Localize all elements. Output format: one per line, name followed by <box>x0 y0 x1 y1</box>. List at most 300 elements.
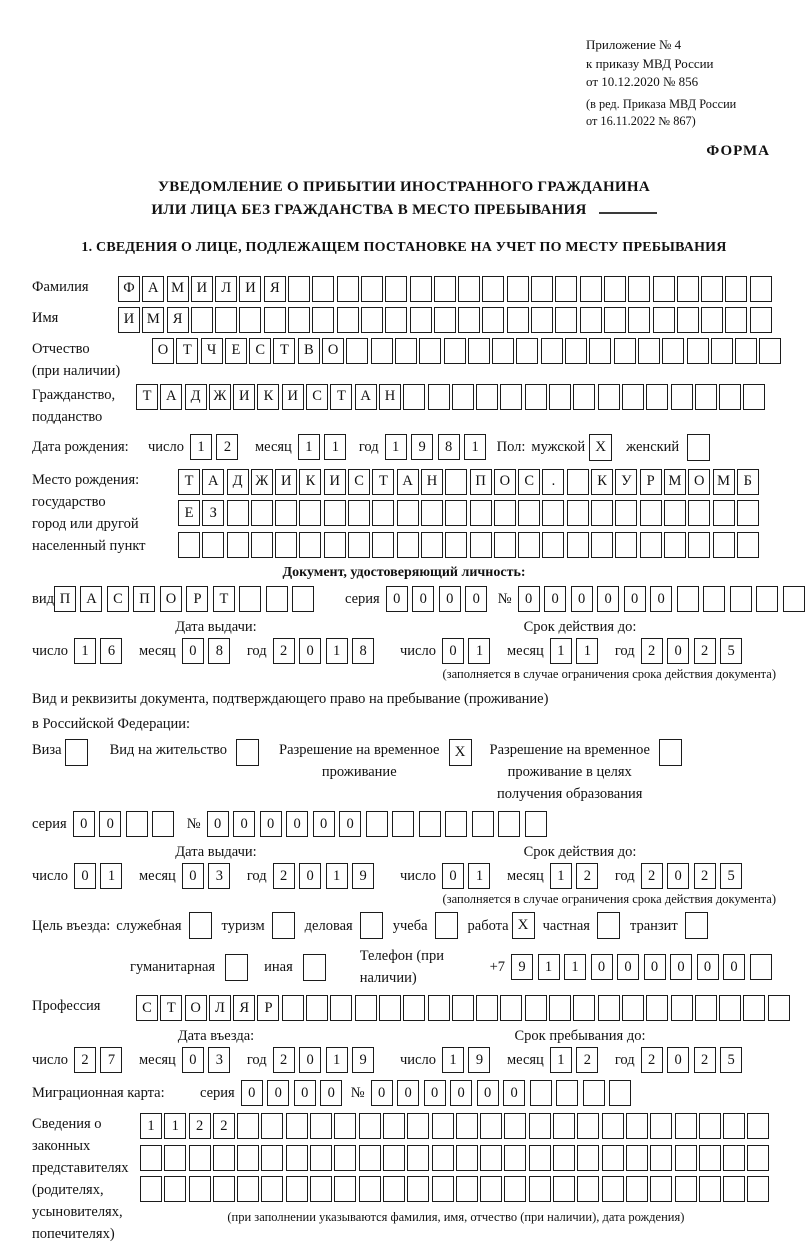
char-cell[interactable]: 0 <box>182 863 204 889</box>
char-cell[interactable] <box>768 995 790 1021</box>
char-cell[interactable] <box>638 338 660 364</box>
char-cell[interactable] <box>445 532 467 558</box>
char-cell[interactable]: Р <box>257 995 279 1021</box>
char-cell[interactable] <box>598 384 620 410</box>
char-cell[interactable] <box>264 307 286 333</box>
char-cell[interactable]: 9 <box>352 863 374 889</box>
char-cell[interactable] <box>227 532 249 558</box>
char-cell[interactable]: 0 <box>667 863 689 889</box>
char-cell[interactable] <box>366 811 388 837</box>
purpose-humanitarian-checkbox[interactable] <box>225 954 248 981</box>
char-cell[interactable]: Т <box>160 995 182 1021</box>
char-cell[interactable] <box>671 995 693 1021</box>
char-cell[interactable] <box>591 500 613 526</box>
char-cell[interactable] <box>140 1176 162 1202</box>
char-cell[interactable] <box>337 307 359 333</box>
char-cell[interactable]: 0 <box>697 954 719 980</box>
char-cell[interactable] <box>392 811 414 837</box>
char-cell[interactable] <box>723 1145 745 1171</box>
char-cell[interactable]: А <box>160 384 182 410</box>
char-cell[interactable] <box>480 1113 502 1139</box>
char-cell[interactable]: 1 <box>538 954 560 980</box>
char-cell[interactable]: 0 <box>294 1080 316 1106</box>
char-cell[interactable] <box>419 811 441 837</box>
char-cell[interactable] <box>334 1113 356 1139</box>
purpose-official-checkbox[interactable] <box>189 912 212 939</box>
char-cell[interactable] <box>750 276 772 302</box>
char-cell[interactable]: 9 <box>411 434 433 460</box>
char-cell[interactable] <box>299 532 321 558</box>
char-cell[interactable]: Т <box>178 469 200 495</box>
char-cell[interactable]: 0 <box>667 638 689 664</box>
char-cell[interactable]: 9 <box>511 954 533 980</box>
char-cell[interactable]: 0 <box>371 1080 393 1106</box>
char-cell[interactable]: Р <box>640 469 662 495</box>
char-cell[interactable]: А <box>397 469 419 495</box>
char-cell[interactable] <box>735 338 757 364</box>
char-cell[interactable] <box>359 1176 381 1202</box>
char-cell[interactable]: А <box>142 276 164 302</box>
gender-female-checkbox[interactable] <box>687 434 710 461</box>
char-cell[interactable] <box>492 338 514 364</box>
char-cell[interactable] <box>573 995 595 1021</box>
char-cell[interactable]: 2 <box>213 1113 235 1139</box>
char-cell[interactable]: 0 <box>439 586 461 612</box>
char-cell[interactable] <box>518 500 540 526</box>
char-cell[interactable] <box>529 1145 551 1171</box>
char-cell[interactable] <box>650 1176 672 1202</box>
purpose-work-checkbox[interactable]: X <box>512 912 535 939</box>
char-cell[interactable] <box>602 1113 624 1139</box>
char-cell[interactable] <box>500 384 522 410</box>
char-cell[interactable]: 0 <box>182 1047 204 1073</box>
char-cell[interactable] <box>615 532 637 558</box>
char-cell[interactable] <box>542 532 564 558</box>
char-cell[interactable]: В <box>298 338 320 364</box>
char-cell[interactable]: 0 <box>617 954 639 980</box>
purpose-transit-checkbox[interactable] <box>685 912 708 939</box>
char-cell[interactable] <box>723 1176 745 1202</box>
char-cell[interactable] <box>675 1176 697 1202</box>
char-cell[interactable] <box>324 532 346 558</box>
char-cell[interactable] <box>577 1113 599 1139</box>
char-cell[interactable]: 1 <box>100 863 122 889</box>
char-cell[interactable]: Д <box>185 384 207 410</box>
char-cell[interactable] <box>403 995 425 1021</box>
char-cell[interactable] <box>737 532 759 558</box>
char-cell[interactable]: 1 <box>564 954 586 980</box>
char-cell[interactable] <box>583 1080 605 1106</box>
char-cell[interactable]: Т <box>136 384 158 410</box>
char-cell[interactable]: 0 <box>650 586 672 612</box>
char-cell[interactable]: 0 <box>99 811 121 837</box>
char-cell[interactable] <box>452 995 474 1021</box>
char-cell[interactable]: 0 <box>571 586 593 612</box>
char-cell[interactable] <box>213 1176 235 1202</box>
char-cell[interactable] <box>677 307 699 333</box>
char-cell[interactable] <box>306 995 328 1021</box>
char-cell[interactable]: 0 <box>397 1080 419 1106</box>
char-cell[interactable] <box>626 1145 648 1171</box>
char-cell[interactable]: 8 <box>352 638 374 664</box>
char-cell[interactable] <box>701 276 723 302</box>
char-cell[interactable] <box>750 307 772 333</box>
char-cell[interactable] <box>626 1113 648 1139</box>
char-cell[interactable] <box>699 1176 721 1202</box>
char-cell[interactable] <box>529 1176 551 1202</box>
char-cell[interactable] <box>646 995 668 1021</box>
char-cell[interactable]: 1 <box>190 434 212 460</box>
char-cell[interactable] <box>725 307 747 333</box>
char-cell[interactable] <box>337 276 359 302</box>
char-cell[interactable] <box>432 1145 454 1171</box>
char-cell[interactable] <box>456 1145 478 1171</box>
char-cell[interactable] <box>628 276 650 302</box>
char-cell[interactable] <box>565 338 587 364</box>
char-cell[interactable]: З <box>202 500 224 526</box>
char-cell[interactable] <box>500 995 522 1021</box>
char-cell[interactable] <box>783 586 805 612</box>
char-cell[interactable] <box>626 1176 648 1202</box>
char-cell[interactable]: А <box>202 469 224 495</box>
char-cell[interactable]: Н <box>421 469 443 495</box>
char-cell[interactable] <box>458 276 480 302</box>
char-cell[interactable]: 2 <box>74 1047 96 1073</box>
char-cell[interactable] <box>553 1113 575 1139</box>
char-cell[interactable] <box>434 307 456 333</box>
char-cell[interactable] <box>476 995 498 1021</box>
char-cell[interactable]: 0 <box>591 954 613 980</box>
char-cell[interactable]: 0 <box>299 1047 321 1073</box>
char-cell[interactable] <box>507 307 529 333</box>
char-cell[interactable]: 0 <box>286 811 308 837</box>
char-cell[interactable] <box>432 1176 454 1202</box>
char-cell[interactable] <box>227 500 249 526</box>
char-cell[interactable] <box>444 338 466 364</box>
char-cell[interactable] <box>518 532 540 558</box>
char-cell[interactable] <box>747 1145 769 1171</box>
char-cell[interactable] <box>711 338 733 364</box>
char-cell[interactable]: 5 <box>720 638 742 664</box>
char-cell[interactable]: 0 <box>299 638 321 664</box>
char-cell[interactable]: М <box>167 276 189 302</box>
char-cell[interactable] <box>699 1145 721 1171</box>
char-cell[interactable] <box>397 532 419 558</box>
char-cell[interactable]: 0 <box>182 638 204 664</box>
char-cell[interactable]: И <box>275 469 297 495</box>
char-cell[interactable] <box>215 307 237 333</box>
char-cell[interactable] <box>553 1145 575 1171</box>
char-cell[interactable]: 0 <box>260 811 282 837</box>
char-cell[interactable]: 1 <box>468 863 490 889</box>
char-cell[interactable]: 1 <box>326 863 348 889</box>
char-cell[interactable]: 0 <box>644 954 666 980</box>
char-cell[interactable]: Ч <box>201 338 223 364</box>
char-cell[interactable] <box>410 307 432 333</box>
char-cell[interactable] <box>675 1145 697 1171</box>
char-cell[interactable]: Т <box>372 469 394 495</box>
char-cell[interactable]: 3 <box>208 863 230 889</box>
char-cell[interactable] <box>261 1145 283 1171</box>
char-cell[interactable] <box>602 1176 624 1202</box>
char-cell[interactable] <box>282 995 304 1021</box>
char-cell[interactable] <box>759 338 781 364</box>
char-cell[interactable] <box>286 1145 308 1171</box>
char-cell[interactable]: Я <box>264 276 286 302</box>
char-cell[interactable] <box>723 1113 745 1139</box>
char-cell[interactable]: И <box>233 384 255 410</box>
char-cell[interactable] <box>372 532 394 558</box>
char-cell[interactable] <box>482 307 504 333</box>
char-cell[interactable] <box>251 532 273 558</box>
char-cell[interactable] <box>640 532 662 558</box>
char-cell[interactable]: Н <box>379 384 401 410</box>
char-cell[interactable]: 0 <box>74 863 96 889</box>
char-cell[interactable] <box>677 586 699 612</box>
char-cell[interactable] <box>671 384 693 410</box>
char-cell[interactable] <box>675 1113 697 1139</box>
char-cell[interactable] <box>577 1145 599 1171</box>
char-cell[interactable]: Я <box>233 995 255 1021</box>
char-cell[interactable] <box>713 500 735 526</box>
char-cell[interactable] <box>504 1145 526 1171</box>
char-cell[interactable] <box>383 1176 405 1202</box>
residence-permit-checkbox[interactable] <box>236 739 259 766</box>
char-cell[interactable]: О <box>185 995 207 1021</box>
char-cell[interactable]: 0 <box>624 586 646 612</box>
char-cell[interactable]: 0 <box>465 586 487 612</box>
char-cell[interactable] <box>747 1176 769 1202</box>
char-cell[interactable]: Е <box>178 500 200 526</box>
char-cell[interactable] <box>445 811 467 837</box>
char-cell[interactable]: О <box>160 586 182 612</box>
char-cell[interactable] <box>531 307 553 333</box>
char-cell[interactable] <box>310 1176 332 1202</box>
char-cell[interactable] <box>458 307 480 333</box>
char-cell[interactable] <box>719 384 741 410</box>
char-cell[interactable] <box>516 338 538 364</box>
char-cell[interactable] <box>432 1113 454 1139</box>
char-cell[interactable] <box>701 307 723 333</box>
char-cell[interactable] <box>476 384 498 410</box>
char-cell[interactable]: 1 <box>464 434 486 460</box>
char-cell[interactable] <box>189 1145 211 1171</box>
char-cell[interactable] <box>372 500 394 526</box>
char-cell[interactable] <box>334 1176 356 1202</box>
char-cell[interactable] <box>292 586 314 612</box>
char-cell[interactable] <box>213 1145 235 1171</box>
char-cell[interactable]: И <box>118 307 140 333</box>
char-cell[interactable] <box>622 384 644 410</box>
char-cell[interactable] <box>456 1113 478 1139</box>
char-cell[interactable]: С <box>348 469 370 495</box>
char-cell[interactable] <box>359 1113 381 1139</box>
char-cell[interactable] <box>312 307 334 333</box>
char-cell[interactable] <box>407 1176 429 1202</box>
char-cell[interactable] <box>178 532 200 558</box>
char-cell[interactable] <box>688 500 710 526</box>
purpose-business-checkbox[interactable] <box>360 912 383 939</box>
char-cell[interactable] <box>653 276 675 302</box>
char-cell[interactable] <box>421 532 443 558</box>
char-cell[interactable] <box>428 995 450 1021</box>
char-cell[interactable] <box>445 500 467 526</box>
char-cell[interactable]: 0 <box>412 586 434 612</box>
char-cell[interactable]: 1 <box>550 638 572 664</box>
char-cell[interactable] <box>602 1145 624 1171</box>
char-cell[interactable]: 3 <box>208 1047 230 1073</box>
char-cell[interactable] <box>237 1176 259 1202</box>
char-cell[interactable]: О <box>152 338 174 364</box>
char-cell[interactable]: 1 <box>74 638 96 664</box>
char-cell[interactable] <box>531 276 553 302</box>
char-cell[interactable]: П <box>54 586 76 612</box>
char-cell[interactable]: 0 <box>299 863 321 889</box>
char-cell[interactable] <box>580 307 602 333</box>
char-cell[interactable]: Ф <box>118 276 140 302</box>
char-cell[interactable]: Л <box>209 995 231 1021</box>
char-cell[interactable] <box>567 469 589 495</box>
char-cell[interactable]: 9 <box>352 1047 374 1073</box>
char-cell[interactable]: 0 <box>442 863 464 889</box>
char-cell[interactable] <box>529 1113 551 1139</box>
char-cell[interactable] <box>355 995 377 1021</box>
char-cell[interactable] <box>530 1080 552 1106</box>
char-cell[interactable] <box>324 500 346 526</box>
char-cell[interactable]: О <box>494 469 516 495</box>
char-cell[interactable] <box>312 276 334 302</box>
char-cell[interactable]: Д <box>227 469 249 495</box>
char-cell[interactable]: О <box>322 338 344 364</box>
char-cell[interactable] <box>628 307 650 333</box>
char-cell[interactable] <box>379 995 401 1021</box>
char-cell[interactable] <box>743 384 765 410</box>
char-cell[interactable]: К <box>257 384 279 410</box>
char-cell[interactable]: 0 <box>386 586 408 612</box>
char-cell[interactable] <box>237 1145 259 1171</box>
char-cell[interactable]: И <box>239 276 261 302</box>
char-cell[interactable]: А <box>355 384 377 410</box>
char-cell[interactable] <box>288 307 310 333</box>
char-cell[interactable]: 2 <box>273 638 295 664</box>
char-cell[interactable]: С <box>306 384 328 410</box>
char-cell[interactable] <box>750 954 772 980</box>
char-cell[interactable]: 2 <box>273 1047 295 1073</box>
char-cell[interactable] <box>604 276 626 302</box>
char-cell[interactable]: 1 <box>164 1113 186 1139</box>
char-cell[interactable] <box>383 1145 405 1171</box>
char-cell[interactable]: 2 <box>694 1047 716 1073</box>
char-cell[interactable] <box>555 276 577 302</box>
char-cell[interactable] <box>421 500 443 526</box>
char-cell[interactable] <box>456 1176 478 1202</box>
char-cell[interactable] <box>348 500 370 526</box>
char-cell[interactable]: 2 <box>641 863 663 889</box>
char-cell[interactable]: 0 <box>424 1080 446 1106</box>
char-cell[interactable]: 1 <box>550 863 572 889</box>
char-cell[interactable] <box>361 276 383 302</box>
char-cell[interactable] <box>646 384 668 410</box>
char-cell[interactable] <box>140 1145 162 1171</box>
char-cell[interactable] <box>239 307 261 333</box>
char-cell[interactable]: 2 <box>641 638 663 664</box>
char-cell[interactable] <box>494 500 516 526</box>
char-cell[interactable]: 0 <box>339 811 361 837</box>
char-cell[interactable]: 2 <box>576 1047 598 1073</box>
char-cell[interactable]: 2 <box>694 638 716 664</box>
char-cell[interactable] <box>609 1080 631 1106</box>
char-cell[interactable] <box>695 384 717 410</box>
char-cell[interactable] <box>275 500 297 526</box>
char-cell[interactable]: А <box>80 586 102 612</box>
char-cell[interactable]: 0 <box>503 1080 525 1106</box>
char-cell[interactable] <box>383 1113 405 1139</box>
char-cell[interactable]: 0 <box>477 1080 499 1106</box>
char-cell[interactable]: 1 <box>324 434 346 460</box>
char-cell[interactable] <box>577 1176 599 1202</box>
char-cell[interactable] <box>164 1176 186 1202</box>
char-cell[interactable]: 0 <box>73 811 95 837</box>
char-cell[interactable] <box>310 1113 332 1139</box>
char-cell[interactable] <box>556 1080 578 1106</box>
char-cell[interactable] <box>695 995 717 1021</box>
char-cell[interactable] <box>498 811 520 837</box>
char-cell[interactable]: 0 <box>670 954 692 980</box>
char-cell[interactable] <box>239 586 261 612</box>
char-cell[interactable] <box>237 1113 259 1139</box>
char-cell[interactable]: 0 <box>313 811 335 837</box>
char-cell[interactable]: О <box>688 469 710 495</box>
char-cell[interactable] <box>553 1176 575 1202</box>
char-cell[interactable]: 2 <box>694 863 716 889</box>
purpose-tourism-checkbox[interactable] <box>272 912 295 939</box>
char-cell[interactable] <box>348 532 370 558</box>
char-cell[interactable]: 1 <box>298 434 320 460</box>
char-cell[interactable] <box>346 338 368 364</box>
char-cell[interactable] <box>395 338 417 364</box>
char-cell[interactable] <box>482 276 504 302</box>
char-cell[interactable] <box>507 276 529 302</box>
char-cell[interactable] <box>549 995 571 1021</box>
char-cell[interactable] <box>385 276 407 302</box>
char-cell[interactable]: 1 <box>326 638 348 664</box>
char-cell[interactable] <box>251 500 273 526</box>
char-cell[interactable]: 0 <box>450 1080 472 1106</box>
char-cell[interactable]: 5 <box>720 1047 742 1073</box>
char-cell[interactable] <box>299 500 321 526</box>
char-cell[interactable] <box>310 1145 332 1171</box>
char-cell[interactable]: Т <box>330 384 352 410</box>
char-cell[interactable]: 1 <box>550 1047 572 1073</box>
char-cell[interactable] <box>567 532 589 558</box>
char-cell[interactable]: 5 <box>720 863 742 889</box>
char-cell[interactable]: Т <box>273 338 295 364</box>
char-cell[interactable]: Л <box>215 276 237 302</box>
char-cell[interactable]: 8 <box>208 638 230 664</box>
purpose-other-checkbox[interactable] <box>303 954 326 981</box>
char-cell[interactable]: 0 <box>267 1080 289 1106</box>
char-cell[interactable]: 0 <box>442 638 464 664</box>
char-cell[interactable]: 2 <box>641 1047 663 1073</box>
char-cell[interactable] <box>419 338 441 364</box>
char-cell[interactable]: М <box>142 307 164 333</box>
gender-male-checkbox[interactable]: X <box>589 434 612 461</box>
char-cell[interactable] <box>472 811 494 837</box>
char-cell[interactable]: М <box>713 469 735 495</box>
visa-checkbox[interactable] <box>65 739 88 766</box>
char-cell[interactable]: 1 <box>576 638 598 664</box>
char-cell[interactable]: Я <box>167 307 189 333</box>
